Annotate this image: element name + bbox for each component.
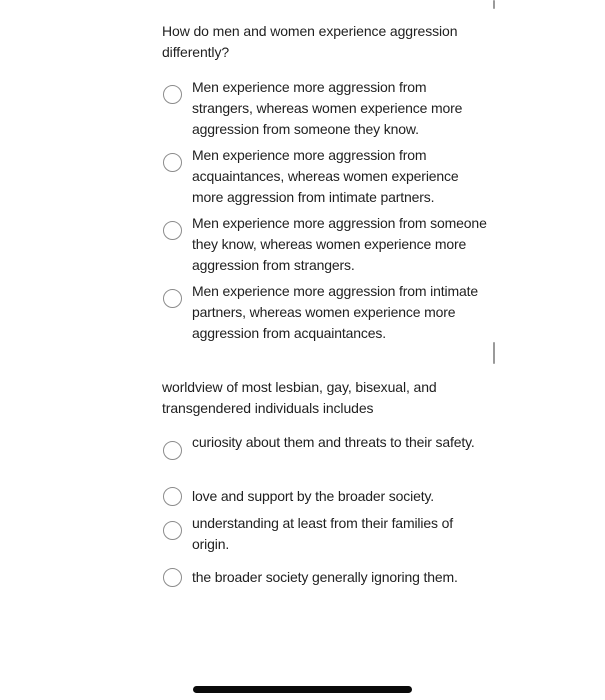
option-label: understanding at least from their families of origin. xyxy=(192,515,453,552)
option-label: Men experience more aggression from intimate partners, whereas women experience more aggression from acquaintances. xyxy=(192,283,478,341)
option-label: Men experience more aggression from someone they know, whereas women experience more aggression from strangers. xyxy=(192,215,487,273)
scroll-indicator-top[interactable] xyxy=(493,0,495,9)
home-indicator[interactable] xyxy=(193,686,412,693)
option-label: curiosity about them and threats to their safety. xyxy=(192,434,475,450)
option-label: love and support by the broader society. xyxy=(192,488,435,504)
option-label: Men experience more aggression from acquaintances, whereas women experience more aggression from intimate partners. xyxy=(192,147,459,205)
radio-button[interactable] xyxy=(163,85,182,104)
radio-button[interactable] xyxy=(163,221,182,240)
question-2-text: worldview of most lesbian, gay, bisexual, and transgendered individuals includes xyxy=(162,379,437,416)
radio-button[interactable] xyxy=(163,487,182,506)
option-label: Men experience more aggression from strangers, whereas women experience more aggression from someone they know. xyxy=(192,79,463,137)
option-label: the broader society generally ignoring them. xyxy=(192,569,458,585)
scroll-indicator[interactable] xyxy=(493,342,495,364)
radio-button[interactable] xyxy=(163,289,182,308)
radio-button[interactable] xyxy=(163,153,182,172)
question-1-text: How do men and women experience aggression differently? xyxy=(162,23,458,60)
radio-button[interactable] xyxy=(163,441,182,460)
radio-button[interactable] xyxy=(163,521,182,540)
radio-button[interactable] xyxy=(163,568,182,587)
